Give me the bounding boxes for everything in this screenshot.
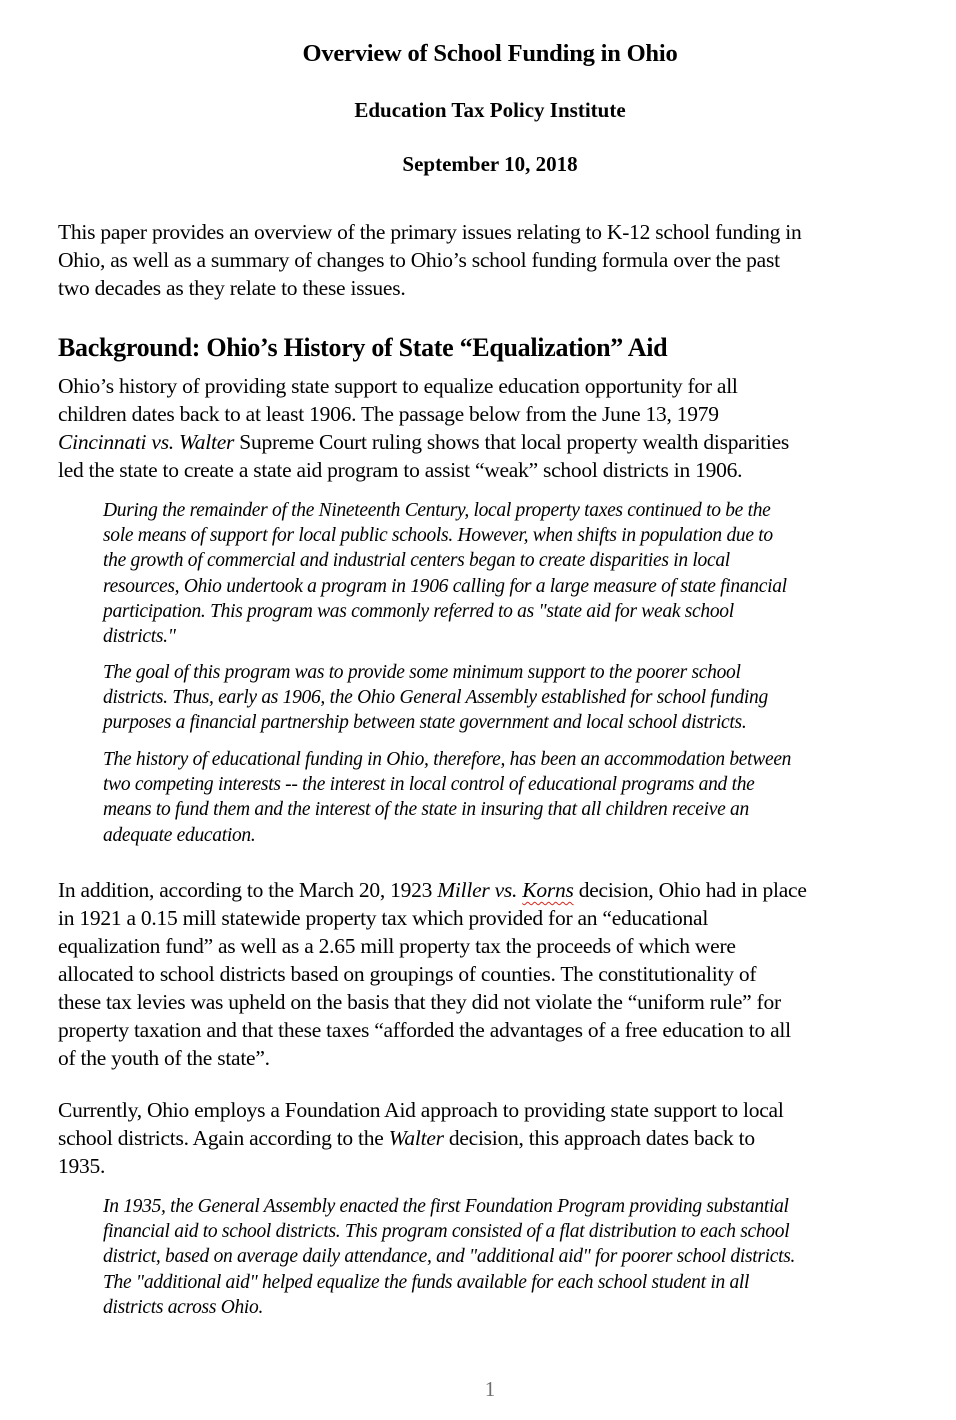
text-line: This paper provides an overview of the primary issues relating to K-12 school funding in: [58, 220, 802, 244]
text-line: led the state to create a state aid program to assist “weak” school districts in 1906.: [58, 458, 743, 482]
quote-line: adequate education.: [103, 824, 256, 846]
background-paragraph: [58, 372, 938, 484]
text-line: In addition, according to the March 20, 1923 Miller vs. Korns decision, Ohio had in place: [58, 878, 807, 902]
quote-line: districts. Thus, early as 1906, the Ohio General Assembly established for school funding: [103, 687, 768, 709]
text-line: equalization fund” as well as a 2.65 mill property tax the proceeds of which were: [58, 934, 736, 958]
spellcheck-flagged-word[interactable]: Korns: [522, 878, 574, 902]
organization-name: Education Tax Policy Institute: [354, 98, 626, 122]
case-name: Cincinnati vs. Walter: [58, 430, 235, 454]
block-quote-2: [103, 660, 933, 736]
quote-line: resources, Ohio undertook a program in 1906 calling for a large measure of state financial: [103, 575, 787, 597]
text-line: children dates back to at least 1906. The passage below from the June 13, 1979: [58, 402, 719, 426]
text-line: in 1921 a 0.15 mill statewide property tax which provided for an “educational: [58, 906, 709, 930]
currently-paragraph: [58, 1096, 938, 1180]
text-line: school districts. Again according to the Walter decision, this approach dates back to: [58, 1126, 755, 1150]
quote-line: In 1935, the General Assembly enacted the first Foundation Program providing substantial: [103, 1196, 789, 1217]
quote-line: During the remainder of the Nineteenth Century, local property taxes continued to be the: [103, 500, 771, 521]
block-quote-3: [103, 747, 933, 848]
case-name: Miller vs. Korns: [437, 878, 574, 902]
quote-line: purposes a financial partnership between state government and local school districts.: [103, 712, 747, 734]
block-quote-4: [103, 1194, 933, 1320]
quote-line: sole means of support for local public schools. However, when shifts in population due to: [103, 525, 773, 547]
quote-line: the growth of commercial and industrial centers began to create disparities in local: [103, 550, 730, 572]
text-line: these tax levies was upheld on the basis that they did not violate the “uniform rule” for: [58, 990, 781, 1014]
block-quote-1: [103, 498, 933, 649]
quote-line: means to fund them and the interest of the state in insuring that all children receive an: [103, 799, 749, 821]
text-line: allocated to school districts based on groupings of counties. The constitutionality of: [58, 962, 757, 986]
text-line: Ohio, as well as a summary of changes to Ohio’s school funding formula over the past: [58, 248, 780, 272]
document-title: Overview of School Funding in Ohio: [302, 40, 678, 67]
quote-line: two competing interests -- the interest in local control of educational programs and the: [103, 774, 755, 796]
text-line: 1935.: [58, 1154, 106, 1178]
addition-paragraph: [58, 876, 938, 1072]
quote-line: districts.": [103, 626, 176, 648]
intro-paragraph: [58, 218, 938, 302]
quote-line: district, based on average daily attendance, and "additional aid" for poorer school districts.: [103, 1246, 796, 1268]
text-line: of the youth of the state”.: [58, 1046, 270, 1070]
text-line: Cincinnati vs. Walter Supreme Court ruling shows that local property wealth disparities: [58, 430, 790, 454]
case-name: Walter: [388, 1126, 444, 1150]
text-line: Currently, Ohio employs a Foundation Aid approach to providing state support to local: [58, 1098, 784, 1122]
quote-line: The history of educational funding in Ohio, therefore, has been an accommodation between: [103, 749, 792, 770]
text-line: property taxation and that these taxes “afforded the advantages of a free education to all: [58, 1018, 791, 1042]
quote-line: The goal of this program was to provide some minimum support to the poorer school: [103, 662, 741, 683]
quote-line: participation. This program was commonly referred to as "state aid for weak school: [103, 600, 734, 622]
section-heading: Background: Ohio’s History of State “Equalization” Aid: [58, 333, 668, 362]
quote-line: financial aid to school districts. This program consisted of a flat distribution to each school: [103, 1221, 790, 1243]
quote-line: districts across Ohio.: [103, 1296, 264, 1318]
quote-line: The "additional aid" helped equalize the funds available for each school student in all: [103, 1271, 750, 1293]
page-number: 1: [484, 1377, 496, 1401]
document-date: September 10, 2018: [402, 152, 578, 176]
text-line: two decades as they relate to these issues.: [58, 276, 406, 300]
text-line: Ohio’s history of providing state support to equalize education opportunity for all: [58, 374, 738, 398]
